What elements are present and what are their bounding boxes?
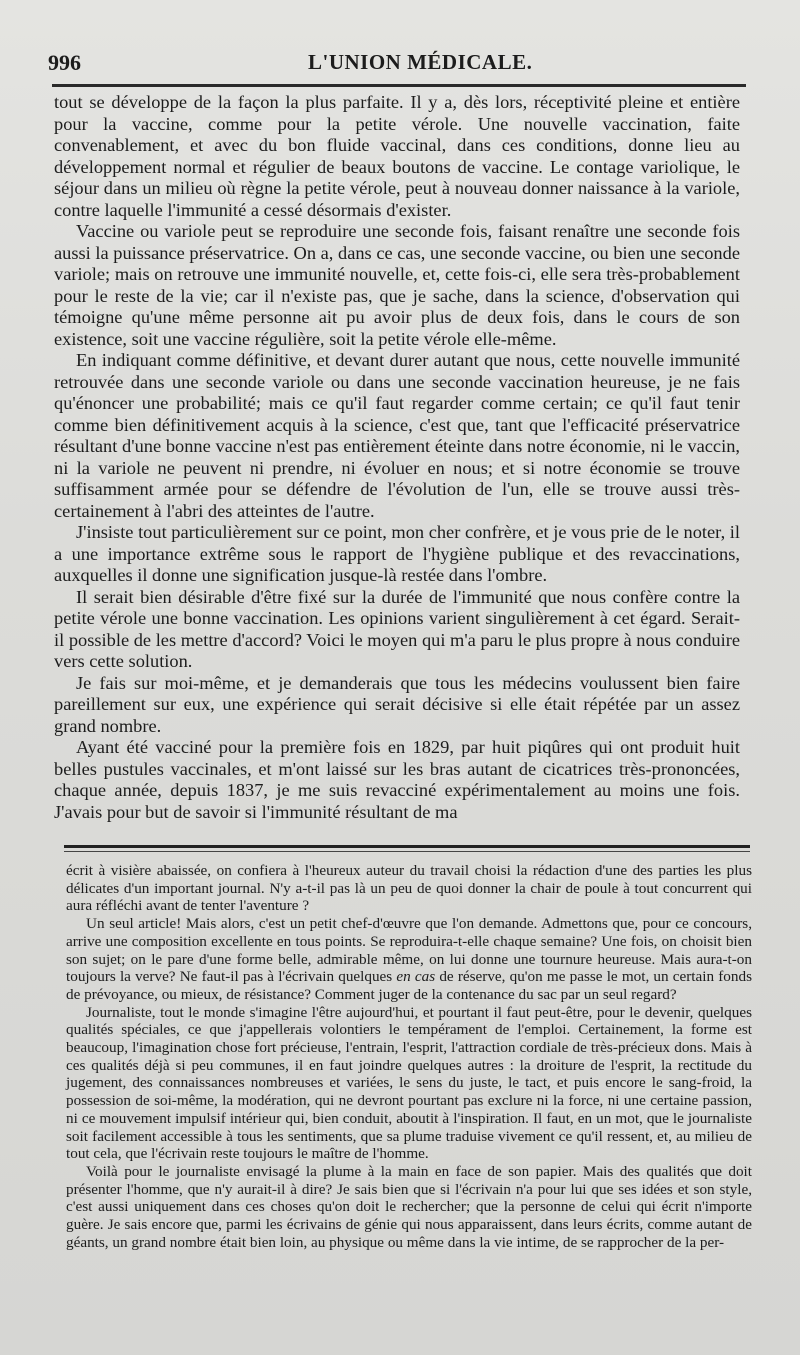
- header-rule: [52, 84, 746, 87]
- page-header: [48, 46, 738, 76]
- feuilleton-text: [66, 862, 752, 1251]
- feuilleton-paragraph: écrit à visière abaissée, on confiera à l'heureux auteur du travail choisi la rédaction d'une des parties les plus délicates d'un important journal. N'y a-t-il pas là un peu de quoi donner la chair de poule à tout concurrent qui aura réfléchi avant de tenter l'aventure ?: [66, 862, 752, 915]
- feuilleton-italic-phrase: en cas: [396, 968, 436, 986]
- main-paragraph: J'insiste tout particulièrement sur ce point, mon cher confrère, et je vous prie de le noter, il a une importance extrême sous le rapport de l'hygiène publique et des revaccinations, auxquelles il donne une signification jusque-là restée dans l'ombre.: [54, 522, 740, 585]
- feuilleton-text-run: de réserve, qu'on me passe le mot, un certain fonds de prévoyance, ou mieux, de résistance? Comment juger de la contenance du sac par un seul regard?: [66, 968, 752, 1003]
- feuilleton-separator: [64, 845, 750, 852]
- feuilleton-paragraph: [66, 915, 752, 1004]
- page-number: 996: [48, 50, 81, 75]
- feuilleton-paragraph: Voilà pour le journaliste envisagé la plume à la main en face de son papier. Mais des qualités que doit présenter l'homme, que n'y aurait-il à dire? Je sais bien que si l'écrivain n'a pour lui que ses idées et son style, c'est aussi uniquement dans ces choses qu'on doit le rechercher; que la personne de celui qui écrit n'importe guère. Je sais encore que, parmi les écrivains de génie qui nous apparaissent, dans leurs écrits, comme autant de géants, un grand nombre était bien loin, au physique ou même dans la vie intime, de se rapprocher de la per-: [66, 1162, 752, 1251]
- main-text: [54, 92, 740, 823]
- main-paragraph: Vaccine ou variole peut se reproduire une seconde fois, faisant renaître une seconde fois aussi la puissance préservatrice. On a, dans ce cas, une seconde vaccine, ou bien une seconde variole; mais on retrouve une immunité nouvelle, et, cette fois-ci, elle sera très-probablement pour le reste de la vie; car il n'existe pas, que je sache, dans la science, d'observation qui témoigne qu'une même personne ait pu avoir plus de deux fois, dans le cours de son existence, soit une vaccine régulière, soit la petite vérole elle-même.: [54, 221, 740, 349]
- feuilleton-text-run: Un seul article! Mais alors, c'est un petit chef-d'œuvre que l'on demande. Admettons que, pour ce concours, arrive une composition excellente en tous points. Se reproduira-t-elle chaque semaine? Une fois, on choisit bien son sujet; on le pare d'une forme belle, admirable même, on lui donne une tournure heureuse. Mais aura-t-on toujours la verve? Ne faut-il pas à l'écrivain quelques: [66, 915, 752, 986]
- main-paragraph: Ayant été vacciné pour la première fois en 1829, par huit piqûres qui ont produit huit belles pustules vaccinales, et m'ont laissé sur les bras autant de cicatrices très-prononcées, chaque année, depuis 1837, je me suis revacciné expérimentalement au moins une fois. J'avais pour but de savoir si l'immunité résultant de ma: [54, 737, 740, 822]
- main-paragraph: En indiquant comme définitive, et devant durer autant que nous, cette nouvelle immunité retrouvée dans une seconde variole ou dans une seconde vaccination heureuse, je ne fais qu'énoncer une probabilité; mais ce qu'il faut regarder comme certain; ce qu'il faut tenir comme bien définitivement acquis à la science, c'est que, tant que l'efficacité préservatrice résultant d'une bonne vaccine n'est pas entièrement éteinte dans notre économie, ni le vaccin, ni la variole ne peuvent ni prendre, ni évoluer en nous; et si notre économie se trouve suffisamment armée pour se défendre de l'évolution de l'un, elle se trouve aussi très-certainement à l'abri des atteintes de l'autre.: [54, 350, 740, 521]
- main-paragraph: Je fais sur moi-même, et je demanderais que tous les médecins voulussent bien faire pareillement sur eux, une expérience qui serait décisive si elle était répétée par un assez grand nombre.: [54, 672, 740, 736]
- main-paragraph: tout se développe de la façon la plus parfaite. Il y a, dès lors, réceptivité pleine et entière pour la vaccine, comme pour la petite vérole. Une nouvelle vaccination, faite convenablement, et avec du bon fluide vaccinal, dans ces conditions, donne lieu au développement normal et régulier de beaux boutons de vaccine. Le contage variolique, le séjour dans un milieu où règne la petite vérole, peut à nouveau donner naissance à la variole, contre laquelle l'immunité a cessé désormais d'exister.: [54, 92, 740, 220]
- main-paragraph: Il serait bien désirable d'être fixé sur la durée de l'immunité que nous confère contre la petite vérole une bonne vaccination. Les opinions varient singulièrement à cet égard. Serait-il possible de les mettre d'accord? Voici le moyen qui m'a paru le plus propre à nous conduire vers cette solution.: [54, 586, 740, 671]
- running-title: L'UNION MÉDICALE.: [308, 50, 533, 74]
- feuilleton-paragraph: Journaliste, tout le monde s'imagine l'être aujourd'hui, et pourtant il faut peut-être, pour le devenir, quelques qualités spéciales, ce que j'appellerais volontiers le tempérament de l'emploi. Certainement, la forme est beaucoup, l'imagination chose fort précieuse, l'entrain, l'esprit, l'attraction cordiale de très-précieux dons. Mais à ces qualités déjà si peu communes, il en faut joindre quelques autres : la droiture de l'esprit, la rectitude du jugement, des connaissances nombreuses et variées, le sens du juste, le tact, et puis encore le sang-froid, la possession de soi-même, la modération, qui ne devront pourtant pas exclure ni la force, ni une certaine passion, ni ce mouvement impulsif intérieur qui, bien conduit, aboutit à l'inspiration. Il faut, en un mot, que le journaliste soit facilement accessible à tous les sentiments, que sa plume traduise vivement ce qu'il ressent, et, au milieu de tout cela, que l'écrivain reste toujours le maître de l'homme.: [66, 1003, 752, 1163]
